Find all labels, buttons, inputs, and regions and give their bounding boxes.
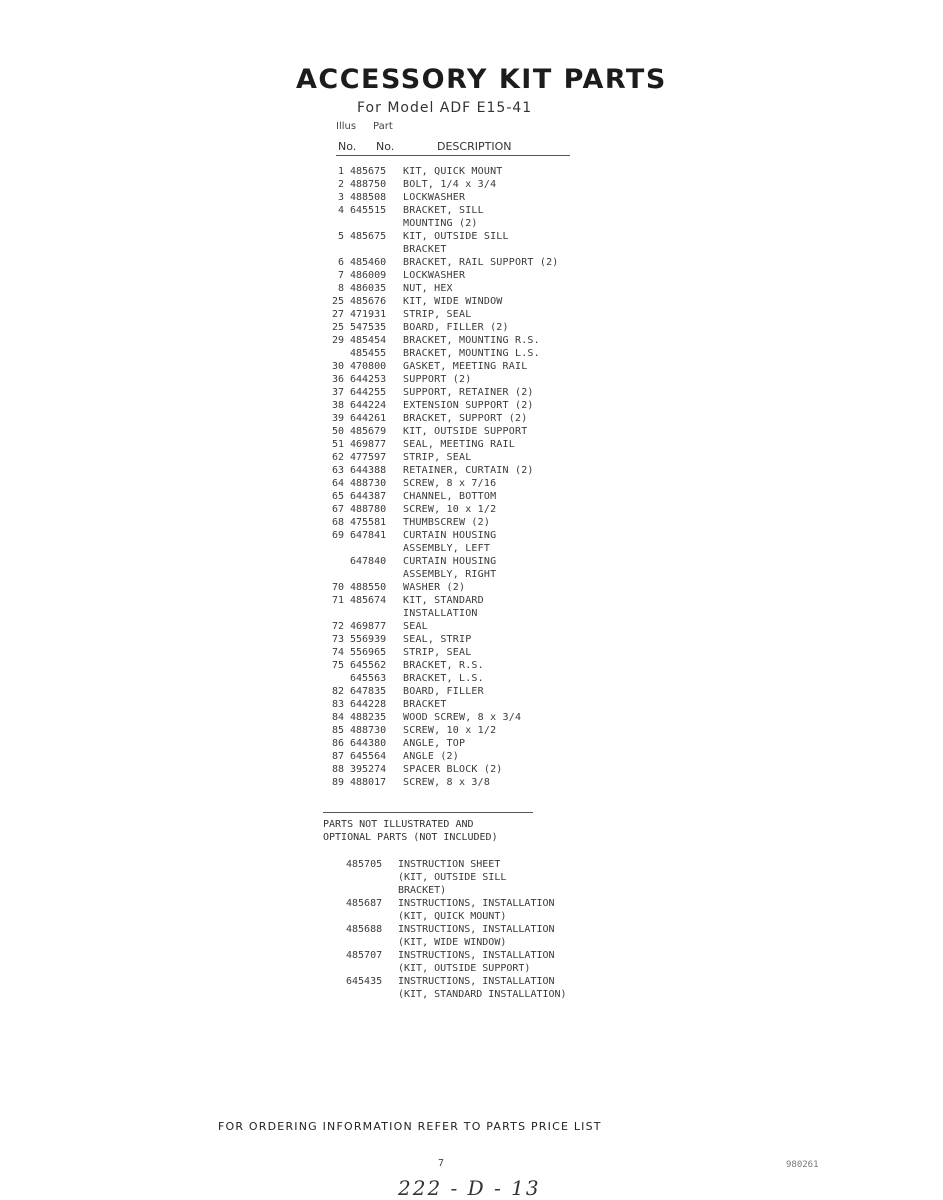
part-description: BOARD, FILLER (2) xyxy=(403,322,509,333)
handwritten-annotation: 222 - D - 13 xyxy=(398,1176,541,1200)
part-description: CURTAIN HOUSING xyxy=(403,556,497,567)
part-description: BRACKET xyxy=(403,244,447,255)
illus-number: 3 xyxy=(337,192,344,203)
part-description: SCREW, 10 x 1/2 xyxy=(403,725,497,736)
illus-number: 38 xyxy=(331,400,344,411)
part-number: 645515 xyxy=(350,205,387,216)
table-row xyxy=(0,282,943,295)
part-number: 470800 xyxy=(350,361,387,372)
table-row xyxy=(0,191,943,204)
part-description: BRACKET) xyxy=(398,885,447,896)
table-row xyxy=(0,373,943,386)
table-row xyxy=(0,672,943,685)
table-row xyxy=(0,949,943,962)
part-description: BOLT, 1/4 x 3/4 xyxy=(403,179,497,190)
part-number: 485460 xyxy=(350,257,387,268)
table-row xyxy=(0,646,943,659)
illus-number: 74 xyxy=(331,647,344,658)
part-description: (KIT, OUTSIDE SILL xyxy=(398,872,507,883)
part-description: BOARD, FILLER xyxy=(403,686,484,697)
illus-number: 67 xyxy=(331,504,344,515)
part-description: WOOD SCREW, 8 x 3/4 xyxy=(403,712,522,723)
table-row xyxy=(0,685,943,698)
part-description: SEAL xyxy=(403,621,428,632)
illus-number: 82 xyxy=(331,686,344,697)
part-description: LOCKWASHER xyxy=(403,192,466,203)
part-number: 644228 xyxy=(350,699,387,710)
part-number: 469877 xyxy=(350,621,387,632)
table-row xyxy=(0,334,943,347)
illus-number: 50 xyxy=(331,426,344,437)
table-row xyxy=(0,988,943,1001)
part-number: 644253 xyxy=(350,374,387,385)
table-row xyxy=(0,607,943,620)
notes-heading xyxy=(323,818,498,844)
table-row xyxy=(0,256,943,269)
part-number: 644380 xyxy=(350,738,387,749)
table-row xyxy=(0,724,943,737)
part-number: 488750 xyxy=(350,179,387,190)
part-number: 485675 xyxy=(350,231,387,242)
part-number: 469877 xyxy=(350,439,387,450)
part-description: INSTRUCTIONS, INSTALLATION xyxy=(398,898,555,909)
part-number: 488730 xyxy=(350,478,387,489)
part-description: KIT, OUTSIDE SILL xyxy=(403,231,509,242)
part-description: BRACKET, R.S. xyxy=(403,660,484,671)
illus-number: 30 xyxy=(331,361,344,372)
illus-number: 5 xyxy=(337,231,344,242)
table-row xyxy=(0,412,943,425)
notes-heading-line: PARTS NOT ILLUSTRATED AND xyxy=(323,819,474,830)
illus-number: 36 xyxy=(331,374,344,385)
illus-number: 88 xyxy=(331,764,344,775)
part-description: SUPPORT, RETAINER (2) xyxy=(403,387,534,398)
part-number: 488730 xyxy=(350,725,387,736)
part-number: 485707 xyxy=(346,950,383,961)
table-row xyxy=(0,923,943,936)
table-row xyxy=(0,568,943,581)
table-row xyxy=(0,555,943,568)
illus-number: 51 xyxy=(331,439,344,450)
table-row xyxy=(0,884,943,897)
part-description: BRACKET, L.S. xyxy=(403,673,484,684)
table-row xyxy=(0,503,943,516)
part-number: 485679 xyxy=(350,426,387,437)
part-description: STRIP, SEAL xyxy=(403,309,472,320)
notes-table xyxy=(0,858,943,1001)
table-row xyxy=(0,763,943,776)
illus-number: 29 xyxy=(331,335,344,346)
part-description: GASKET, MEETING RAIL xyxy=(403,361,528,372)
part-description: SPACER BLOCK (2) xyxy=(403,764,503,775)
part-number: 485676 xyxy=(350,296,387,307)
part-number: 486035 xyxy=(350,283,387,294)
page-title: ACCESSORY KIT PARTS xyxy=(296,64,667,95)
part-description: BRACKET, MOUNTING R.S. xyxy=(403,335,540,346)
part-description: THUMBSCREW (2) xyxy=(403,517,491,528)
illus-number: 75 xyxy=(331,660,344,671)
part-number: 644388 xyxy=(350,465,387,476)
part-number: 395274 xyxy=(350,764,387,775)
part-number: 488017 xyxy=(350,777,387,788)
part-number: 485674 xyxy=(350,595,387,606)
illus-number: 83 xyxy=(331,699,344,710)
table-row xyxy=(0,858,943,871)
part-description: CURTAIN HOUSING xyxy=(403,530,497,541)
part-number: 486009 xyxy=(350,270,387,281)
illus-number: 68 xyxy=(331,517,344,528)
part-description: KIT, OUTSIDE SUPPORT xyxy=(403,426,528,437)
part-number: 485705 xyxy=(346,859,383,870)
part-description: (KIT, STANDARD INSTALLATION) xyxy=(398,989,567,1000)
illus-number: 71 xyxy=(331,595,344,606)
table-row xyxy=(0,308,943,321)
table-row xyxy=(0,165,943,178)
header-part-no: No. xyxy=(376,140,395,153)
part-number: 488508 xyxy=(350,192,387,203)
part-description: INSTRUCTIONS, INSTALLATION xyxy=(398,976,555,987)
table-row xyxy=(0,347,943,360)
table-row xyxy=(0,776,943,789)
part-description: STRIP, SEAL xyxy=(403,452,472,463)
illus-number: 63 xyxy=(331,465,344,476)
illus-number: 64 xyxy=(331,478,344,489)
illus-number: 72 xyxy=(331,621,344,632)
table-row xyxy=(0,178,943,191)
part-number: 477597 xyxy=(350,452,387,463)
part-number: 645562 xyxy=(350,660,387,671)
part-number: 647840 xyxy=(350,556,387,567)
part-description: INSTRUCTIONS, INSTALLATION xyxy=(398,950,555,961)
part-number: 488550 xyxy=(350,582,387,593)
illus-number: 2 xyxy=(337,179,344,190)
header-description: DESCRIPTION xyxy=(437,140,512,153)
part-number: 644255 xyxy=(350,387,387,398)
table-row xyxy=(0,620,943,633)
part-description: MOUNTING (2) xyxy=(403,218,478,229)
part-description: SEAL, STRIP xyxy=(403,634,472,645)
illus-number: 65 xyxy=(331,491,344,502)
illus-number: 37 xyxy=(331,387,344,398)
part-description: INSTRUCTION SHEET xyxy=(398,859,501,870)
table-row xyxy=(0,425,943,438)
part-description: BRACKET, SUPPORT (2) xyxy=(403,413,528,424)
part-description: ASSEMBLY, LEFT xyxy=(403,543,491,554)
illus-number: 8 xyxy=(337,283,344,294)
table-row xyxy=(0,897,943,910)
part-description: WASHER (2) xyxy=(403,582,466,593)
document-code: 980261 xyxy=(786,1160,819,1170)
table-row xyxy=(0,542,943,555)
header-illus: Illus xyxy=(336,121,357,132)
table-row xyxy=(0,750,943,763)
table-row xyxy=(0,451,943,464)
table-row xyxy=(0,516,943,529)
illus-number: 69 xyxy=(331,530,344,541)
illus-number: 73 xyxy=(331,634,344,645)
part-number: 485688 xyxy=(346,924,383,935)
table-row xyxy=(0,477,943,490)
header-illus-no: No. xyxy=(338,140,357,153)
model-subtitle: For Model ADF E15-41 xyxy=(357,100,533,116)
table-row xyxy=(0,321,943,334)
illus-number: 70 xyxy=(331,582,344,593)
part-description: (KIT, OUTSIDE SUPPORT) xyxy=(398,963,531,974)
illus-number: 62 xyxy=(331,452,344,463)
table-row xyxy=(0,243,943,256)
illus-number: 86 xyxy=(331,738,344,749)
page-number: 7 xyxy=(438,1158,445,1169)
illus-number: 84 xyxy=(331,712,344,723)
illus-number: 87 xyxy=(331,751,344,762)
part-number: 485687 xyxy=(346,898,383,909)
table-row xyxy=(0,217,943,230)
part-description: NUT, HEX xyxy=(403,283,453,294)
illus-number: 1 xyxy=(337,166,344,177)
part-description: LOCKWASHER xyxy=(403,270,466,281)
illus-number: 89 xyxy=(331,777,344,788)
table-row xyxy=(0,962,943,975)
part-number: 485455 xyxy=(350,348,387,359)
part-number: 645563 xyxy=(350,673,387,684)
part-description: SCREW, 8 x 7/16 xyxy=(403,478,497,489)
table-row xyxy=(0,399,943,412)
part-description: ANGLE, TOP xyxy=(403,738,466,749)
table-end-divider xyxy=(323,812,533,813)
part-description: BRACKET, RAIL SUPPORT (2) xyxy=(403,257,559,268)
part-number: 556939 xyxy=(350,634,387,645)
table-row xyxy=(0,464,943,477)
table-row xyxy=(0,438,943,451)
part-description: BRACKET xyxy=(403,699,447,710)
part-number: 645435 xyxy=(346,976,383,987)
part-description: SCREW, 8 x 3/8 xyxy=(403,777,491,788)
part-description: ANGLE (2) xyxy=(403,751,459,762)
table-row xyxy=(0,269,943,282)
part-description: ASSEMBLY, RIGHT xyxy=(403,569,497,580)
table-row xyxy=(0,871,943,884)
part-description: SEAL, MEETING RAIL xyxy=(403,439,515,450)
part-description: RETAINER, CURTAIN (2) xyxy=(403,465,534,476)
table-row xyxy=(0,360,943,373)
part-number: 647841 xyxy=(350,530,387,541)
illus-number: 7 xyxy=(337,270,344,281)
table-row xyxy=(0,633,943,646)
part-number: 645564 xyxy=(350,751,387,762)
table-row xyxy=(0,910,943,923)
part-number: 644261 xyxy=(350,413,387,424)
table-row xyxy=(0,581,943,594)
illus-number: 6 xyxy=(337,257,344,268)
table-row xyxy=(0,711,943,724)
table-row xyxy=(0,698,943,711)
part-number: 644387 xyxy=(350,491,387,502)
table-row xyxy=(0,386,943,399)
table-row xyxy=(0,737,943,750)
parts-table xyxy=(0,165,943,789)
part-description: (KIT, QUICK MOUNT) xyxy=(398,911,507,922)
table-row xyxy=(0,204,943,217)
header-part: Part xyxy=(373,121,393,132)
table-row xyxy=(0,975,943,988)
part-number: 556965 xyxy=(350,647,387,658)
part-description: KIT, QUICK MOUNT xyxy=(403,166,503,177)
part-number: 644224 xyxy=(350,400,387,411)
part-description: CHANNEL, BOTTOM xyxy=(403,491,497,502)
part-description: KIT, STANDARD xyxy=(403,595,484,606)
illus-number: 25 xyxy=(331,296,344,307)
table-row xyxy=(0,936,943,949)
part-number: 488780 xyxy=(350,504,387,515)
illus-number: 85 xyxy=(331,725,344,736)
part-number: 475581 xyxy=(350,517,387,528)
part-number: 471931 xyxy=(350,309,387,320)
part-description: SUPPORT (2) xyxy=(403,374,472,385)
part-description: STRIP, SEAL xyxy=(403,647,472,658)
illus-number: 27 xyxy=(331,309,344,320)
part-number: 488235 xyxy=(350,712,387,723)
part-description: INSTALLATION xyxy=(403,608,478,619)
table-row xyxy=(0,594,943,607)
table-row xyxy=(0,529,943,542)
illus-number: 39 xyxy=(331,413,344,424)
table-row xyxy=(0,490,943,503)
table-row xyxy=(0,659,943,672)
part-description: EXTENSION SUPPORT (2) xyxy=(403,400,534,411)
illus-number: 4 xyxy=(337,205,344,216)
part-number: 485675 xyxy=(350,166,387,177)
part-description: KIT, WIDE WINDOW xyxy=(403,296,503,307)
part-number: 485454 xyxy=(350,335,387,346)
part-description: BRACKET, SILL xyxy=(403,205,484,216)
part-number: 647835 xyxy=(350,686,387,697)
part-description: BRACKET, MOUNTING L.S. xyxy=(403,348,540,359)
table-row xyxy=(0,295,943,308)
part-description: SCREW, 10 x 1/2 xyxy=(403,504,497,515)
part-number: 547535 xyxy=(350,322,387,333)
illus-number: 25 xyxy=(331,322,344,333)
table-row xyxy=(0,230,943,243)
part-description: INSTRUCTIONS, INSTALLATION xyxy=(398,924,555,935)
part-description: (KIT, WIDE WINDOW) xyxy=(398,937,507,948)
ordering-footer: FOR ORDERING INFORMATION REFER TO PARTS PRICE LIST xyxy=(218,1120,602,1133)
notes-heading-line: OPTIONAL PARTS (NOT INCLUDED) xyxy=(323,832,498,843)
header-divider xyxy=(336,155,570,156)
